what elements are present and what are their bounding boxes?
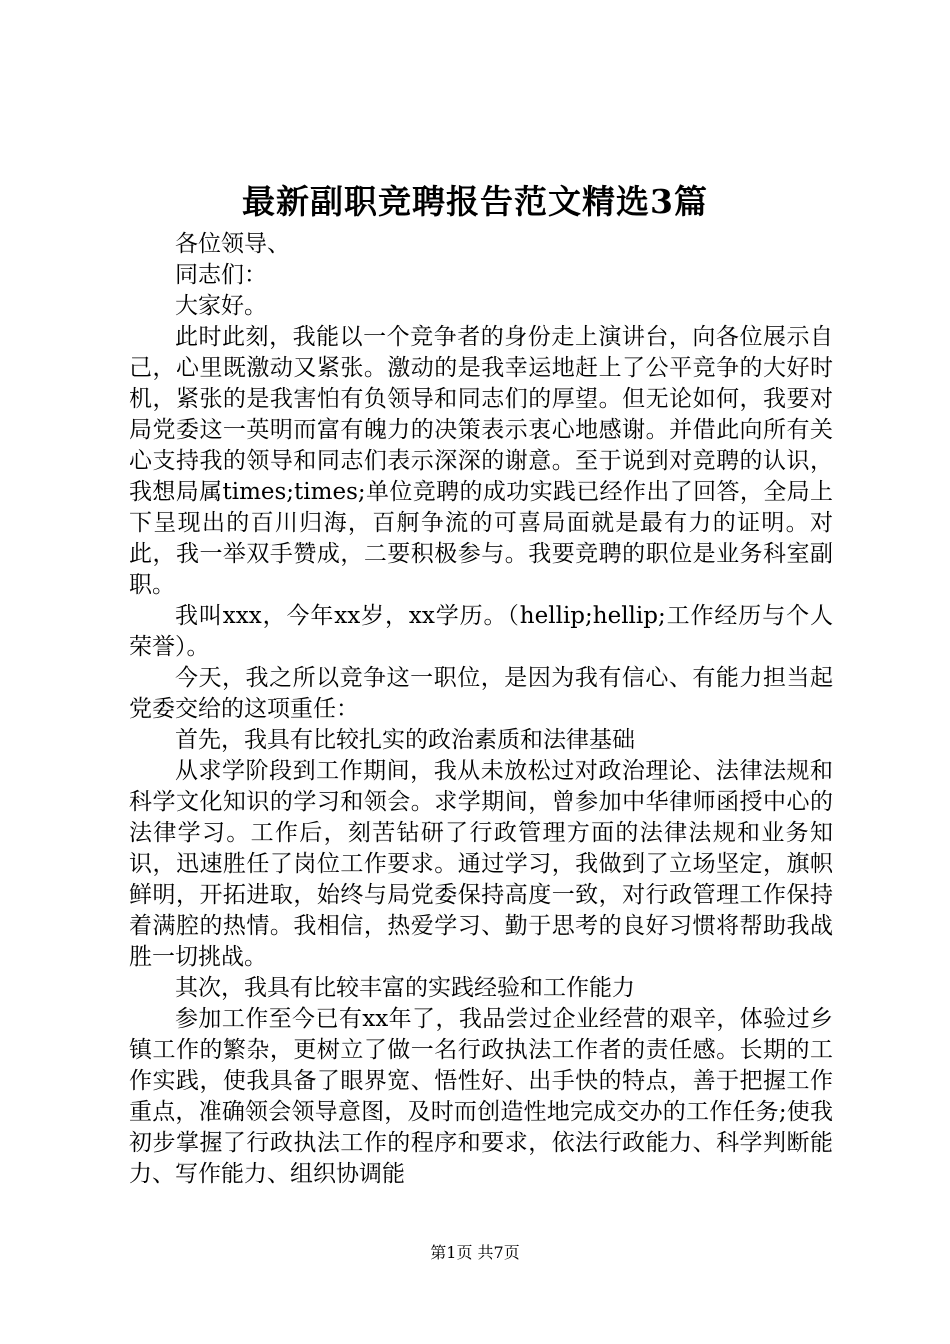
document-body xyxy=(129,229,833,1190)
page-number-footer: 第1页 共7页 xyxy=(430,1243,520,1262)
body-paragraph: 参加工作至今已有xx年了，我品尝过企业经营的艰辛，体验过乡镇工作的繁杂，更树立了做一名行政执法工作者的责任感。长期的工作实践，使我具备了眼界宽、悟性好、出手快的特点，善于把握工作重点，准确领会领导意图，及时而创造性地完成交办的工作任务;使我初步掌握了行政执法工作的程序和要求，依法行政能力、科学判断能力、写作能力、组织协调能 xyxy=(129,1006,833,1187)
body-paragraph: 我叫xxx，今年xx岁，xx学历。（hellip;hellip;工作经历与个人荣誉）。 xyxy=(129,603,833,660)
section-heading: 其次，我具有比较丰富的实践经验和工作能力 xyxy=(175,975,635,1001)
document-title: 最新副职竞聘报告范文精选3篇 xyxy=(242,182,708,221)
body-paragraph: 今天，我之所以竞争这一职位，是因为我有信心、有能力担当起党委交给的这项重任： xyxy=(129,665,833,722)
salutation-line-2: 同志们： xyxy=(175,262,267,288)
greeting-line: 大家好。 xyxy=(175,293,267,319)
section-heading: 首先，我具有比较扎实的政治素质和法律基础 xyxy=(175,727,635,753)
body-paragraph: 从求学阶段到工作期间，我从未放松过对政治理论、法律法规和科学文化知识的学习和领会。求学期间，曾参加中华律师函授中心的法律学习。工作后，刻苦钻研了行政管理方面的法律法规和业务知识，迅速胜任了岗位工作要求。通过学习，我做到了立场坚定，旗帜鲜明，开拓进取，始终与局党委保持高度一致，对行政管理工作保持着满腔的热情。我相信，热爱学习、勤于思考的良好习惯将帮助我战胜一切挑战。 xyxy=(129,758,833,970)
body-paragraph: 此时此刻，我能以一个竞争者的身份走上演讲台，向各位展示自己，心里既激动又紧张。激动的是我幸运地赶上了公平竞争的大好时机，紧张的是我害怕有负领导和同志们的厚望。但无论如何，我要对局党委这一英明而富有魄力的决策表示衷心地感谢。并借此向所有关心支持我的领导和同志们表示深深的谢意。至于说到对竞聘的认识，我想局属times;times;单位竞聘的成功实践已经作出了回答，全局上下呈现出的百川归海，百舸争流的可喜局面就是最有力的证明。对此，我一举双手赞成，二要积极参与。我要竞聘的职位是业务科室副职。 xyxy=(129,324,833,598)
salutation-line-1: 各位领导、 xyxy=(175,231,290,257)
